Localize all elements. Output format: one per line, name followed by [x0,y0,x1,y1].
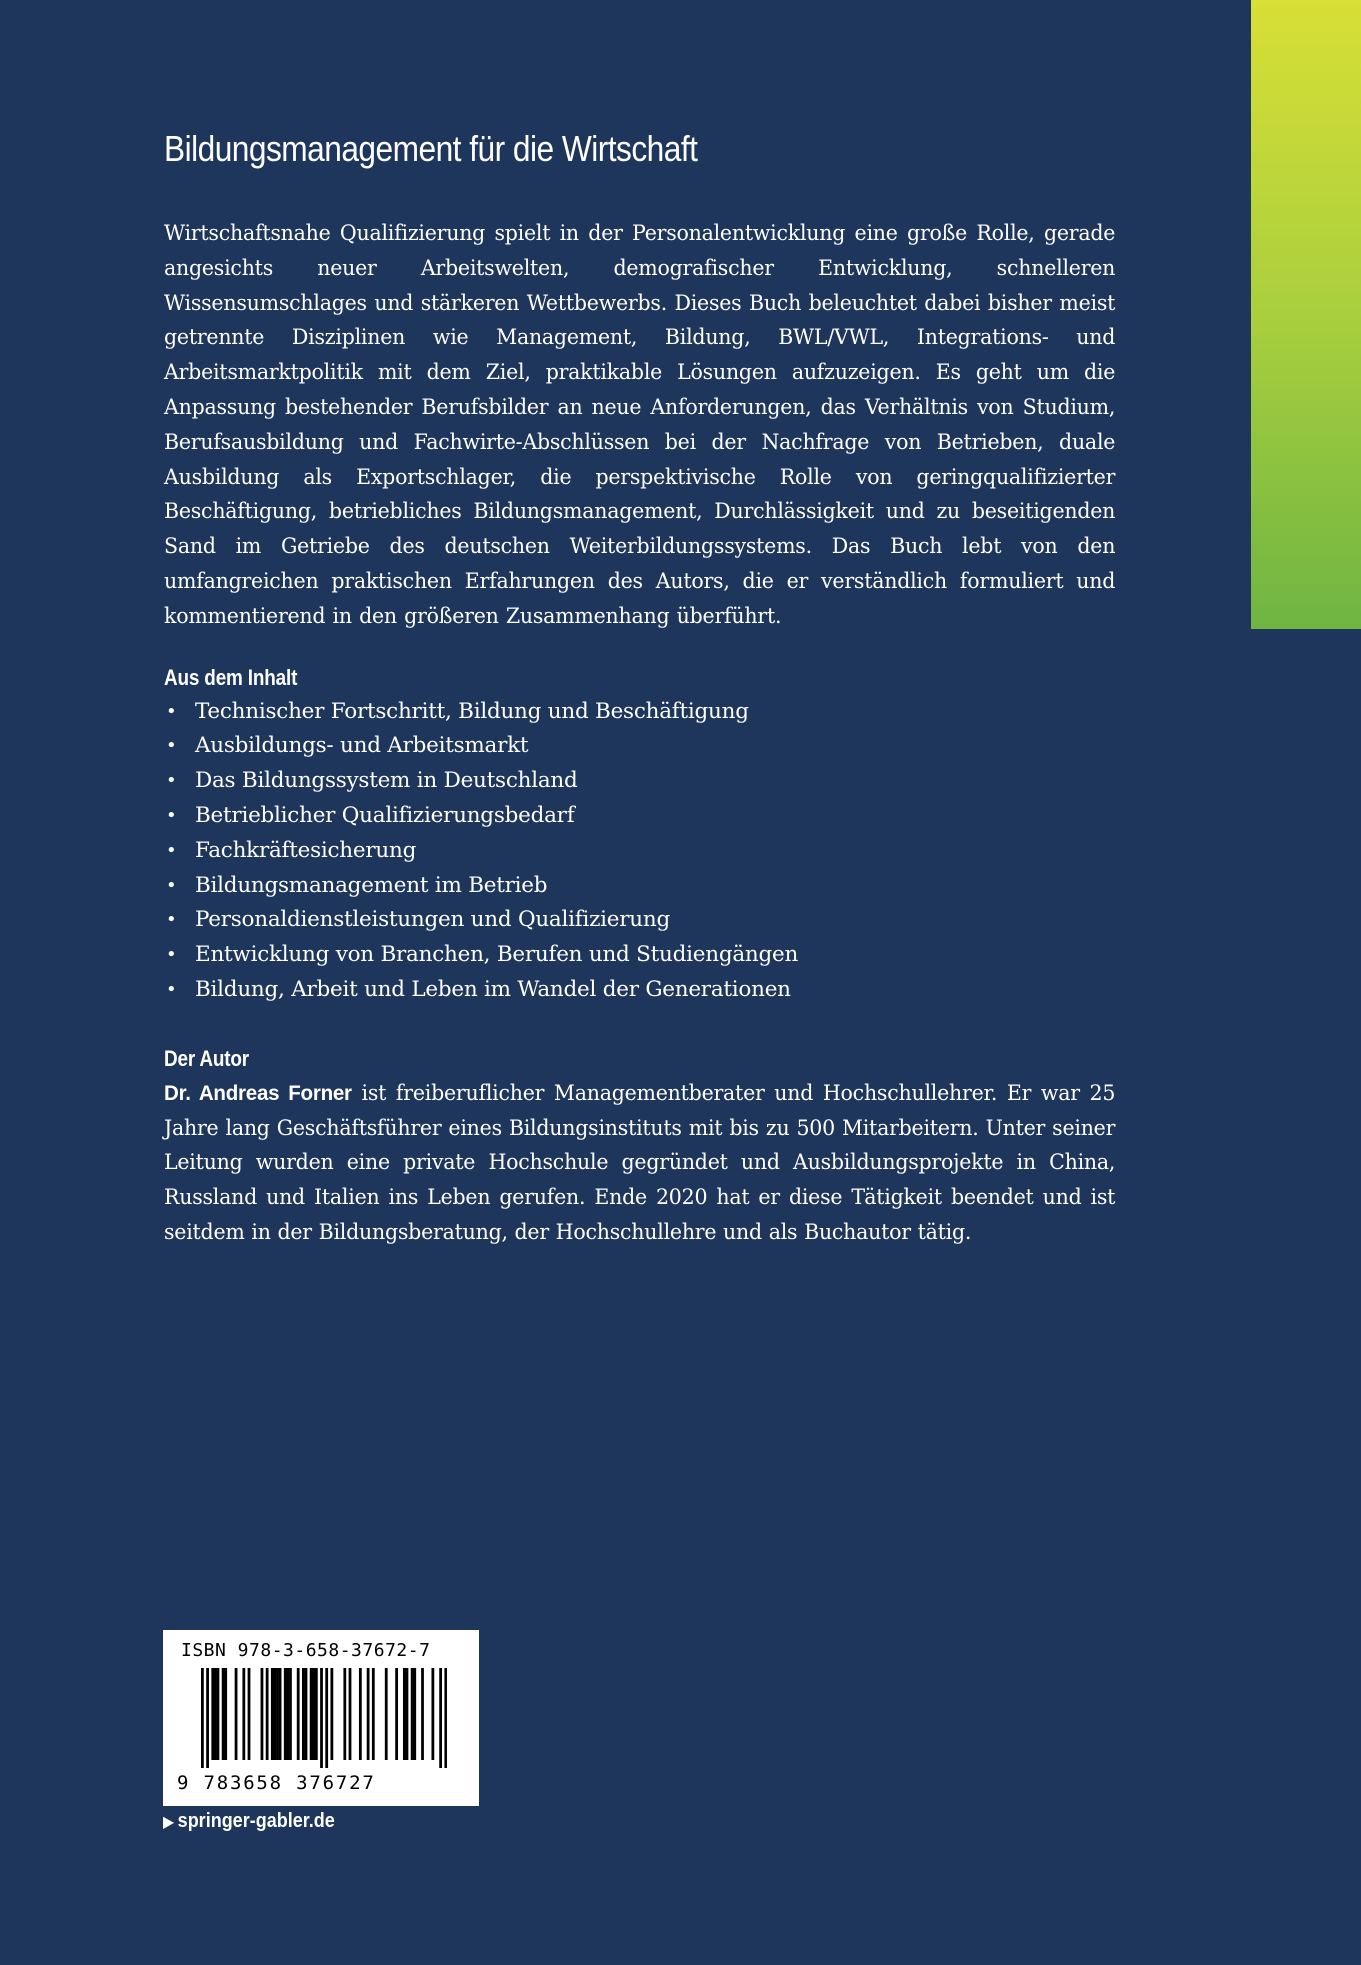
bullet-icon: • [166,735,177,757]
bullet-icon: • [166,839,177,861]
accent-gradient-bar [1251,0,1361,629]
barcode-bar [206,1668,209,1768]
barcode-bar [248,1668,251,1760]
toc-item: • Fachkräftesicherung [164,834,1114,869]
toc-list [164,695,1114,1008]
toc-item: • Ausbildungs- und Arbeitsmarkt [164,729,1114,764]
barcode-bar [279,1668,282,1760]
barcode-bar [222,1668,225,1760]
barcode-bar [320,1668,323,1768]
barcode-bar [367,1668,370,1760]
barcode-bar [214,1668,217,1760]
toc-item: • Das Bildungssystem in Deutschland [164,764,1114,799]
toc-item: • Bildungsmanagement im Betrieb [164,869,1114,904]
barcode-bar [325,1668,328,1768]
barcode-bar [276,1668,279,1760]
barcode-bar [211,1668,214,1760]
barcode-bar [413,1668,416,1760]
barcode-digits: 9 783658 376727 [177,1772,376,1794]
barcode-bar [302,1668,305,1760]
publisher-link[interactable] [163,1810,335,1833]
barcode-bar [431,1668,434,1760]
barcode-bar [403,1668,406,1760]
barcode-bar [359,1668,362,1760]
author-heading: Der Autor [164,1045,250,1071]
barcode-bar [385,1668,388,1760]
bullet-icon: • [166,874,177,896]
barcode-bar [312,1668,315,1760]
toc-item: • Personaldienstleistungen und Qualifizierung [164,903,1114,938]
author-bio [164,1076,1115,1251]
barcode-bar [330,1668,333,1760]
barcode-bar [217,1668,220,1760]
barcode-bar [235,1668,238,1760]
barcode-bar [315,1668,318,1760]
barcode-bar [439,1668,442,1768]
author-bio-text: ist freiberuflicher Managementberater und Hochschullehrer. Er war 25 Jahre lang Geschäftsführer eines Bildungsinstituts mit bis zu 500 Mitarbeitern. Unter seiner Leitung wurden eine private Hochschule gegründet und Ausbildungsprojekte in China, Russland und Italien ins Leben gerufen. Ende 2020 hat er diese Tätigkeit beendet und ist seitdem in der Bildungsberatung, der Hochschullehre und als Buchautor tätig. [164,1080,1116,1245]
barcode-bar [284,1668,287,1760]
barcode-bar [271,1668,274,1760]
barcode-bar [372,1668,375,1760]
barcode-bar [411,1668,414,1760]
barcode-bar [224,1668,227,1760]
barcode-bars [201,1668,447,1768]
bullet-icon: • [166,770,177,792]
book-title: Bildungsmanagement für die Wirtschaft [164,128,698,169]
toc-item: • Betrieblicher Qualifizierungsbedarf [164,799,1114,834]
barcode-bar [297,1668,300,1760]
barcode-bar [343,1668,346,1760]
toc-item: • Bildung, Arbeit und Leben im Wandel der Generationen [164,973,1114,1008]
toc-item: • Entwicklung von Branchen, Berufen und Studiengängen [164,938,1114,973]
bullet-icon: • [166,909,177,931]
toc-item: • Technischer Fortschritt, Bildung und Beschäftigung [164,695,1114,730]
author-name: Dr. Andreas Forner [164,1080,352,1105]
intro-paragraph: Wirtschaftsnahe Qualifizierung spielt in der Personalentwicklung eine große Rolle, gerade angesichts neuer Arbeitswelten, demografischer Entwicklung, schnelleren Wissensumschlages und stärkeren Wettbewerbs. Dieses Buch beleuchtet dabei bisher meist getrennte Disziplinen wie Management, Bildung, BWL/VWL, Integrations- und Arbeitsmarktpolitik mit dem Ziel, praktikable Lösungen aufzuzeigen. Es geht um die Anpassung bestehender Berufsbilder an neue Anforderungen, das Verhältnis von Studium, Berufsausbildung und Fachwirte-Abschlüssen bei der Nachfrage von Betrieben, duale Ausbildung als Exportschlager, die perspektivische Rolle von geringqualifizierter Beschäftigung, betriebliches Bildungsmanagement, Durchlässigkeit und zu beseitigenden Sand im Getriebe des deutschen Weiterbildungssystems. Das Buch lebt von den umfangreichen praktischen Erfahrungen des Autors, die er verständlich formuliert und kommentierend in den größeren Zusammenhang überführt. [164,221,1116,629]
barcode-bar [201,1668,204,1768]
isbn-barcode [163,1630,479,1806]
bullet-icon: • [166,700,177,722]
bullet-icon: • [166,978,177,1000]
toc-heading: Aus dem Inhalt [164,664,298,690]
barcode-bar [421,1668,424,1760]
bullet-icon: • [166,804,177,826]
isbn-label: ISBN 978-3-658-37672-7 [181,1640,431,1661]
publisher-url: springer-gabler.de [177,1810,335,1832]
barcode-bar [289,1668,292,1760]
barcode-bar [261,1668,264,1760]
bullet-icon: • [166,944,177,966]
barcode-bar [266,1668,269,1760]
barcode-bar [274,1668,277,1760]
play-arrow-icon: ▶ [163,1814,175,1831]
barcode-bar [406,1668,409,1760]
barcode-bar [286,1668,289,1760]
barcode-bar [242,1668,245,1760]
barcode-bar [395,1668,398,1760]
barcode-bar [444,1668,447,1768]
back-cover-content [164,125,1114,1251]
barcode-bar [349,1668,352,1760]
barcode-bar [305,1668,308,1760]
barcode-bar [310,1668,313,1760]
